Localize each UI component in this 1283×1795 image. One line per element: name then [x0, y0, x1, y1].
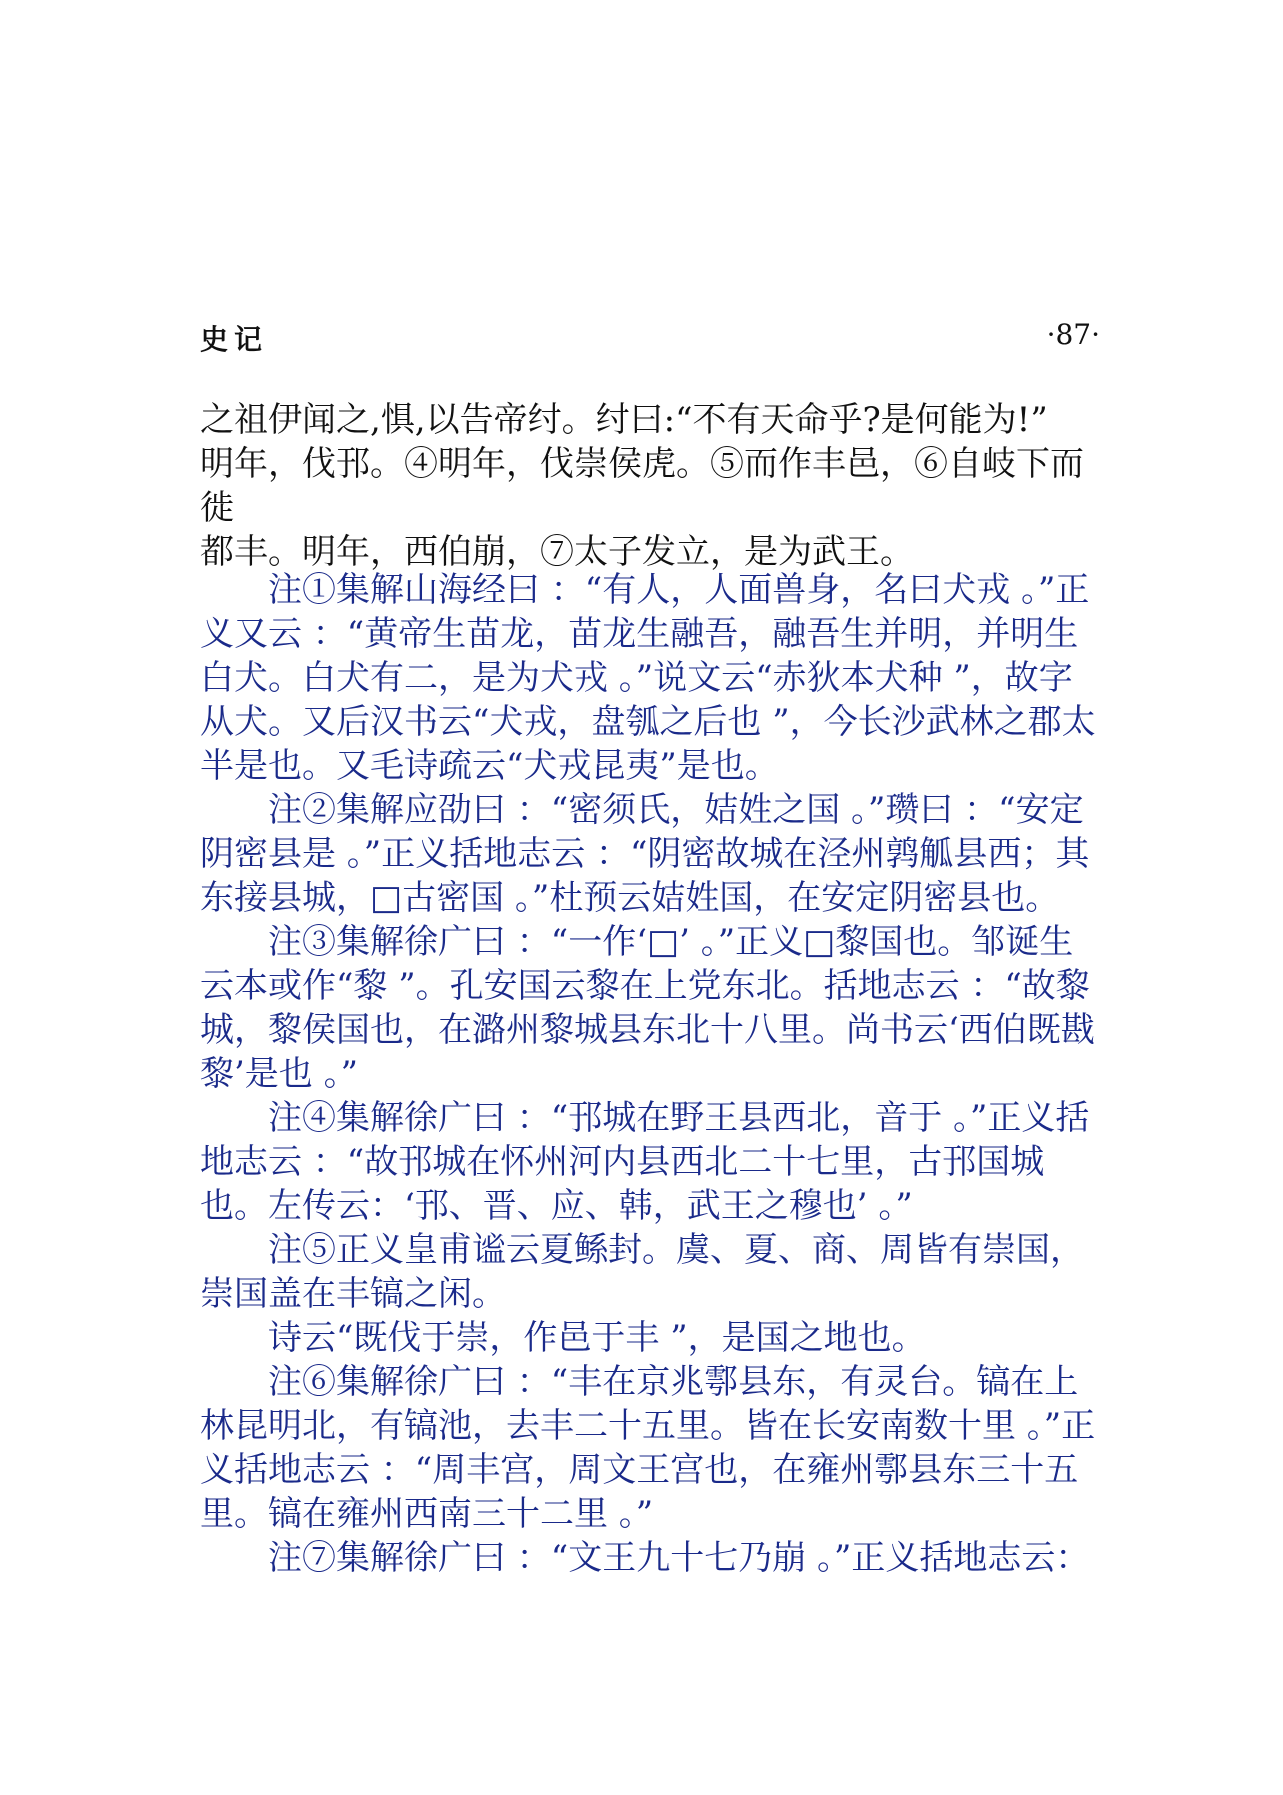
page-header	[200, 318, 1100, 362]
main-text-line: 明年，伐邘。④明年，伐崇侯虎。⑤而作丰邑，⑥自岐下而徙	[200, 444, 1084, 528]
main-text-line: 都丰。明年，西伯崩，⑦太子发立，是为武王。	[200, 532, 914, 572]
note-5-continuation: 诗云“既伐于崇，作邑于丰 ”，是国之地也。	[268, 1318, 926, 1358]
note-3: 注③集解徐广曰 ：“一作‘□’ 。”正义□黎国也。邹诞生云本或作“黎 ”。孔安国云黎在上党东北。括地志云 ：“故黎城，黎侯国也，在潞州黎城县东北十八里。尚书云‘西伯既戡黎’是也 。”	[200, 922, 1095, 1094]
note-1: 注①集解山海经曰 ：“有人，人面兽身，名曰犬戎 。”正义又云 ：“黄帝生苗龙，苗龙生融吾，融吾生并明，并明生白犬。白犬有二，是为犬戎 。”说文云“赤狄本犬种 ”，故字从犬。又后汉书云“犬戎，盘瓠之后也 ”，今长沙武林之郡太半是也。又毛诗疏云“犬戎昆夷”是也。	[200, 570, 1096, 786]
note-5: 注⑤正义皇甫谧云夏鲧封。虞、夏、商、周皆有崇国，崇国盖在丰镐之闲。	[200, 1230, 1084, 1314]
page-number: ·87·	[1046, 318, 1100, 351]
note-4: 注④集解徐广曰 ：“邘城在野王县西北，音于 。”正义括地志云 ：“故邘城在怀州河内县西北二十七里，古邘国城也。左传云：‘邘、晋、应、韩，武王之穆也’ 。”	[200, 1098, 1090, 1226]
main-text	[200, 398, 1100, 574]
note-2: 注②集解应劭曰 ：“密须氏，姞姓之国 。”瓒曰 ：“安定阴密县是 。”正义括地志云 ：“阴密故城在泾州鹑觚县西；其东接县城，□古密国 。”杜预云姞姓国，在安定阴密县也。	[200, 790, 1090, 918]
note-7: 注⑦集解徐广曰 ：“文王九十七乃崩 。”正义括地志云：	[268, 1538, 1090, 1578]
annotation-notes	[200, 568, 1100, 1580]
book-title: 史记	[200, 323, 269, 356]
main-text-line: 之祖伊闻之,惧,以告帝纣。纣曰:“不有天命乎?是何能为!”	[200, 400, 1048, 440]
note-6: 注⑥集解徐广曰 ：“丰在京兆鄠县东，有灵台。镐在上林昆明北，有镐池，去丰二十五里。皆在长安南数十里 。”正义括地志云 ：“周丰宫，周文王宫也，在雍州鄠县东三十五里。镐在雍州西南三十二里 。”	[200, 1362, 1096, 1534]
